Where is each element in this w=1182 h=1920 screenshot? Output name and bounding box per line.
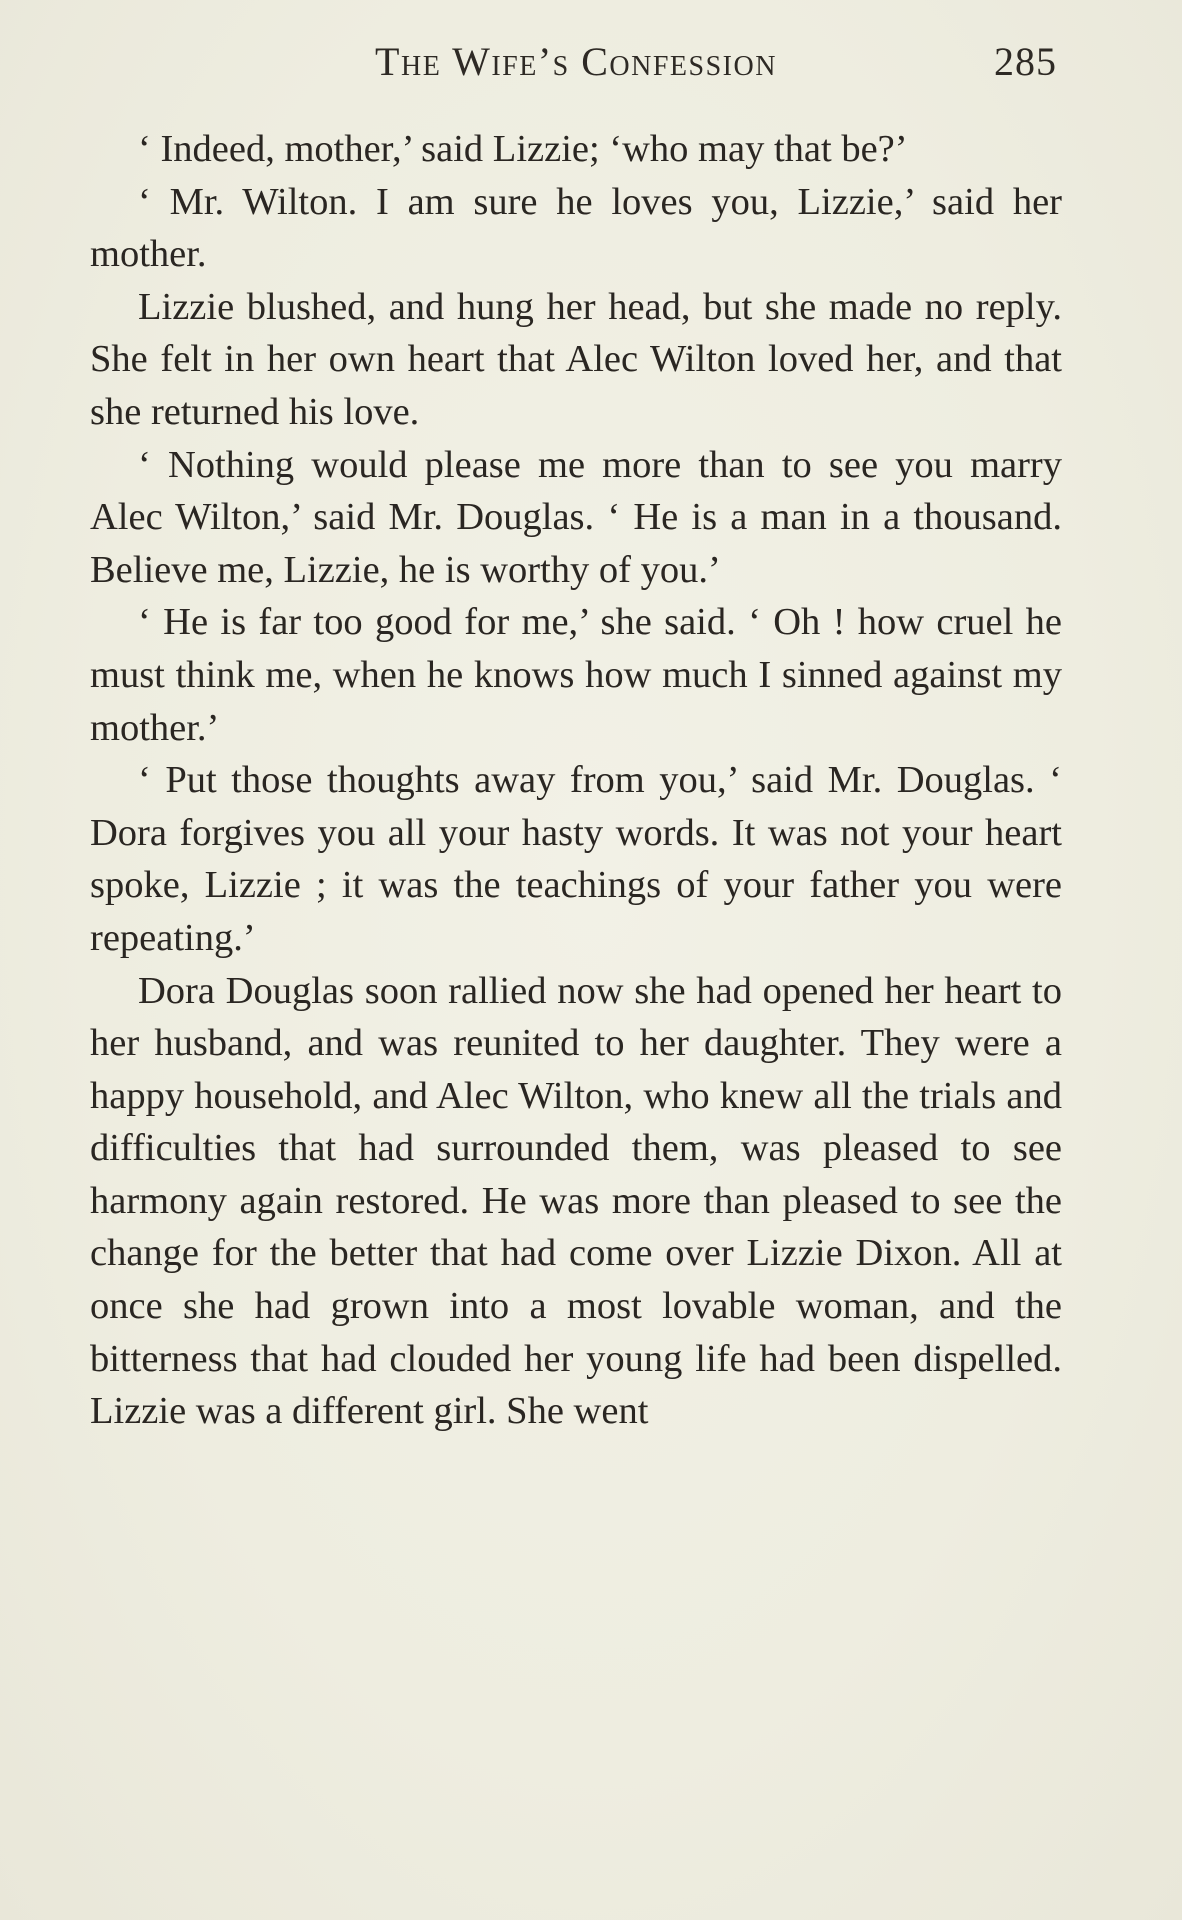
paragraph: Dora Douglas soon rallied now she had opened her heart to her husband, and was reunited to her daughter. They were a happy household, and Alec Wilton, who knew all the trials and difficulties that had surrounded them, was pleased to see harmony again restored. He was more than pleased to see the change for the better that had come over Lizzie Dixon. All at once she had grown into a most lovable woman, and the bitterness that had clouded her young life had been dispelled. Lizzie was a different girl. She went (90, 969, 1062, 1433)
page-number: 285 (994, 39, 1057, 84)
paragraph: ‘ Nothing would please me more than to see you marry Alec Wilton,’ said Mr. Douglas. ‘ He is a man in a thousand. Believe me, Lizzie, he is worthy of you.’ (90, 443, 1062, 591)
body-text (90, 123, 1062, 1438)
page-header (95, 38, 1057, 98)
paragraph: ‘ Mr. Wilton. I am sure he loves you, Lizzie,’ said her mother. (90, 180, 1062, 276)
paragraph: ‘ He is far too good for me,’ she said. ‘ Oh ! how cruel he must think me, when he knows how much I sinned against my mother.’ (90, 601, 1062, 749)
paragraph: ‘ Indeed, mother,’ said Lizzie; ‘who may that be?’ (138, 128, 908, 170)
paragraph: Lizzie blushed, and hung her head, but she made no reply. She felt in her own heart that Alec Wilton loved her, and that she returned his love. (90, 285, 1062, 433)
running-title: The Wife’s Confession (375, 39, 777, 84)
paragraph: ‘ Put those thoughts away from you,’ said Mr. Douglas. ‘ Dora forgives you all your hasty words. It was not your heart spoke, Lizzie ; it was the teachings of your father you were repeating.’ (90, 759, 1062, 959)
